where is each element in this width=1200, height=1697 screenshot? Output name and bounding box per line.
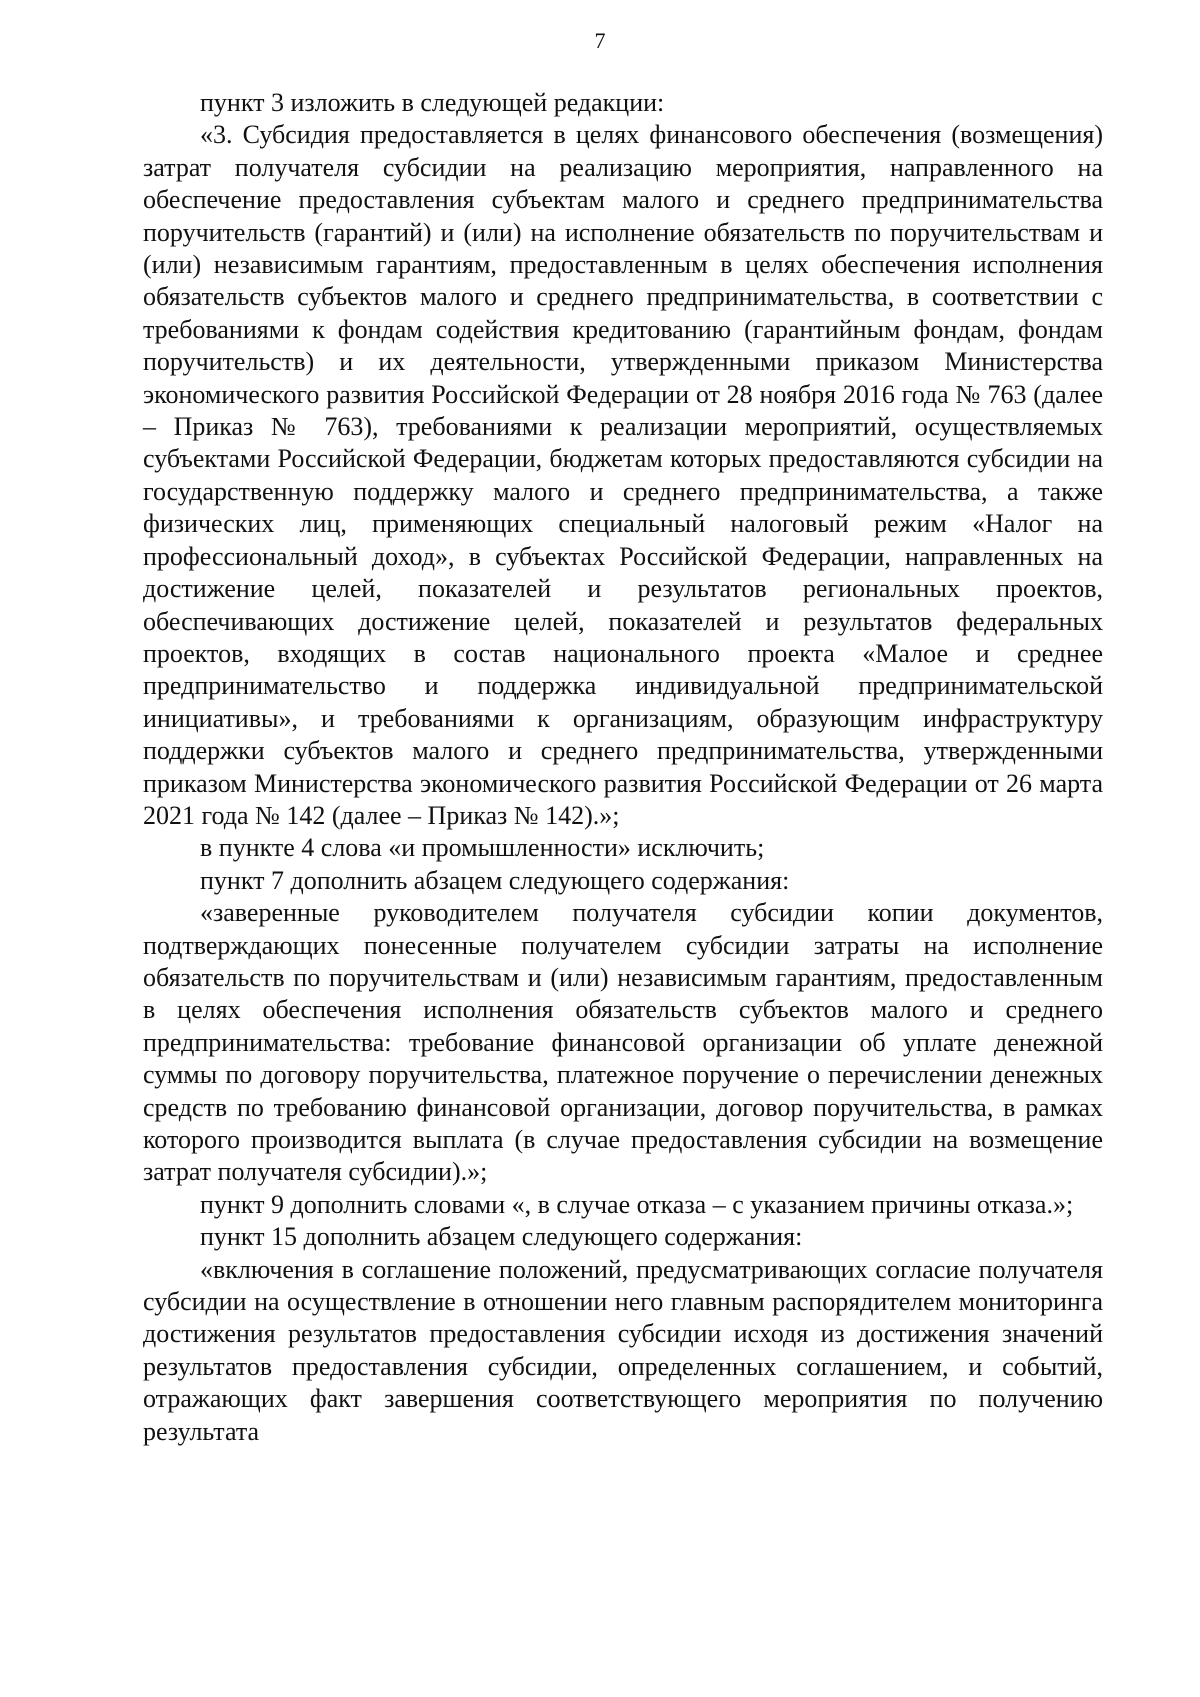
document-body	[143, 87, 1103, 1448]
page-number: 7	[594, 28, 606, 53]
paragraph-item-3-text: «3. Субсидия предоставляется в целях финансового обеспечения (возмещения) затрат получателя субсидии на реализацию мероприятия, направленного на обеспечение предоставления субъектам малого и среднего предпринимательства поручительств (гарантий) и (или) на исполнение обязательств по поручительствам и (или) независимым гарантиям, предоставленным в целях обеспечения исполнения обязательств субъектов малого и среднего предпринимательства, в соответствии с требованиями к фондам содействия кредитованию (гарантийным фондам, фондам поручительств) и их деятельности, утвержденными приказом Министерства экономического развития Российской Федерации от 28 ноября 2016 года № 763 (далее – Приказ № 763), требованиями к реализации мероприятий, осуществляемых субъектами Российской Федерации, бюджетам которых предоставляются субсидии на государственную поддержку малого и среднего предпринимательства, а также физических лиц, применяющих специальный налоговый режим «Налог на профессиональный доход», в субъектах Российской Федерации, направленных на достижение целей, показателей и результатов региональных проектов, обеспечивающих достижение целей, показателей и результатов федеральных проектов, входящих в состав национального проекта «Малое и среднее предпринимательство и поддержка индивидуальной предпринимательской инициативы», и требованиями к организациям, образующим инфраструктуру поддержки субъектов малого и среднего предпринимательства, утвержденными приказом Министерства экономического развития Российской Федерации от 26 марта 2021 года № 142 (далее – Приказ № 142).»;	[143, 120, 1103, 830]
paragraph-item-7-intro: пункт 7 дополнить абзацем следующего содержания:	[200, 865, 790, 895]
paragraph-item-3-intro: пункт 3 изложить в следующей редакции:	[200, 88, 665, 117]
paragraph-item-15-text: «включения в соглашение положений, предусматривающих согласие получателя субсидии на осуществление в отношении него главным распорядителем мониторинга достижения результатов предоставления субсидии исходя из достижения значений результатов предоставления субсидии, определенных соглашением, и событий, отражающих факт завершения соответствующего мероприятия по получению результата	[143, 1254, 1103, 1446]
paragraph-item-9: пункт 9 дополнить словами «, в случае отказа – с указанием причины отказа.»;	[200, 1189, 1074, 1219]
paragraph-item-4: в пункте 4 слова «и промышленности» исключить;	[200, 833, 765, 863]
paragraph-item-7-text: «заверенные руководителем получателя субсидии копии документов, подтверждающих понесенные получателем субсидии затраты на исполнение обязательств по поручительствам и (или) независимым гарантиям, предоставленным в целях обеспечения исполнения обязательств субъектов малого и среднего предпринимательства: требование финансовой организации об уплате денежной суммы по договору поручительства, платежное поручение о перечислении денежных средств по требованию финансовой организации, договор поручительства, в рамках которого производится выплата (в случае предоставления субсидии на возмещение затрат получателя субсидии).»;	[143, 898, 1103, 1187]
paragraph-item-15-intro: пункт 15 дополнить абзацем следующего содержания:	[200, 1222, 803, 1252]
